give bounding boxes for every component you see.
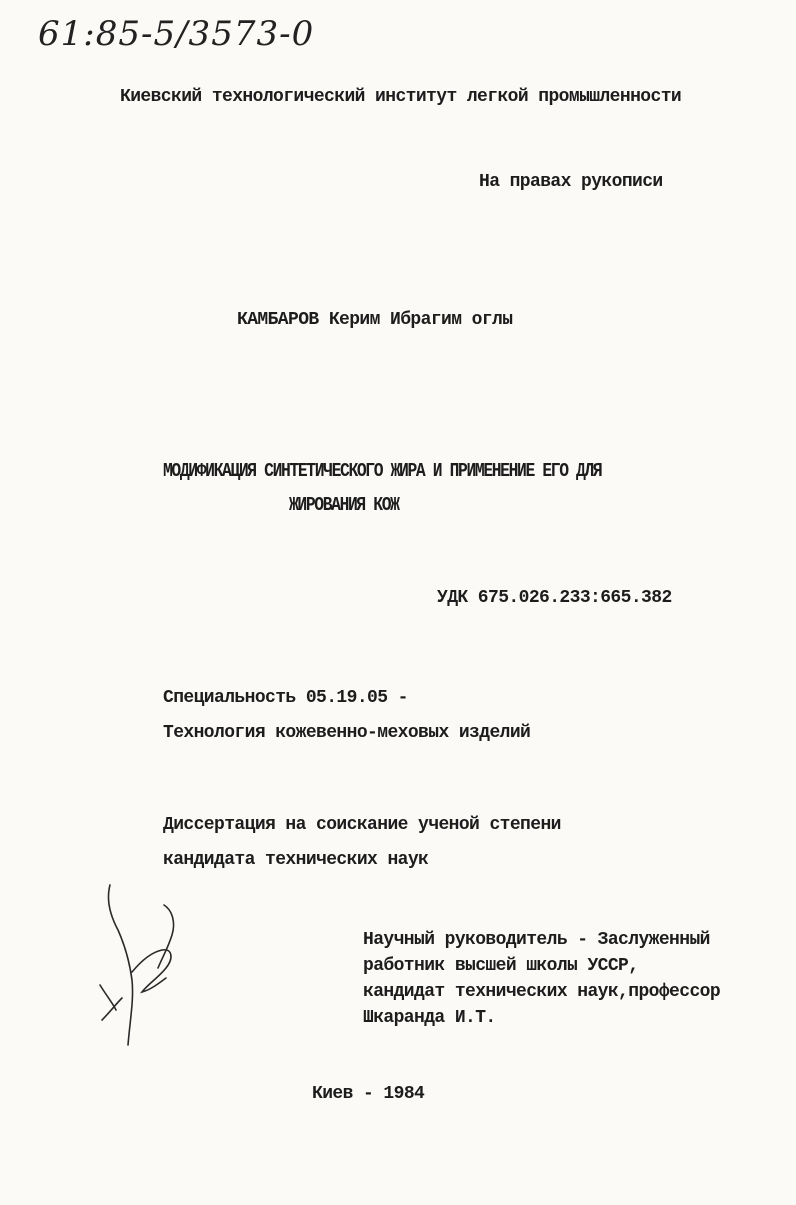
supervisor-line1: Научный руководитель - Заслуженный bbox=[363, 930, 710, 950]
manuscript-rights: На правах рукописи bbox=[479, 172, 663, 192]
degree-line2: кандидата технических наук bbox=[163, 850, 429, 870]
author-name: КАМБАРОВ Керим Ибрагим оглы bbox=[237, 310, 513, 330]
supervisor-line3: кандидат технических наук,профессор bbox=[363, 982, 721, 1002]
supervisor-line4: Шкаранда И.Т. bbox=[363, 1008, 496, 1028]
udk-code: УДК 675.026.233:665.382 bbox=[437, 588, 672, 608]
institution-name: Киевский технологический институт легкой промышленности bbox=[120, 87, 682, 107]
archive-number: 61:85-5/3573-0 bbox=[38, 14, 315, 54]
degree-line1: Диссертация на соискание ученой степени bbox=[163, 815, 561, 835]
dissertation-title-line2: ЖИРОВАНИЯ КОЖ bbox=[289, 494, 399, 516]
supervisor-line2: работник высшей школы УССР, bbox=[363, 956, 639, 976]
city-year: Киев - 1984 bbox=[312, 1084, 425, 1104]
specialty-name: Технология кожевенно-меховых изделий bbox=[163, 723, 531, 743]
handwritten-signature bbox=[92, 880, 192, 1055]
dissertation-title-line1: МОДИФИКАЦИЯ СИНТЕТИЧЕСКОГО ЖИРА И ПРИМЕНЕНИЕ ЕГО ДЛЯ bbox=[163, 460, 602, 482]
specialty-code: Специальность 05.19.05 - bbox=[163, 688, 408, 708]
